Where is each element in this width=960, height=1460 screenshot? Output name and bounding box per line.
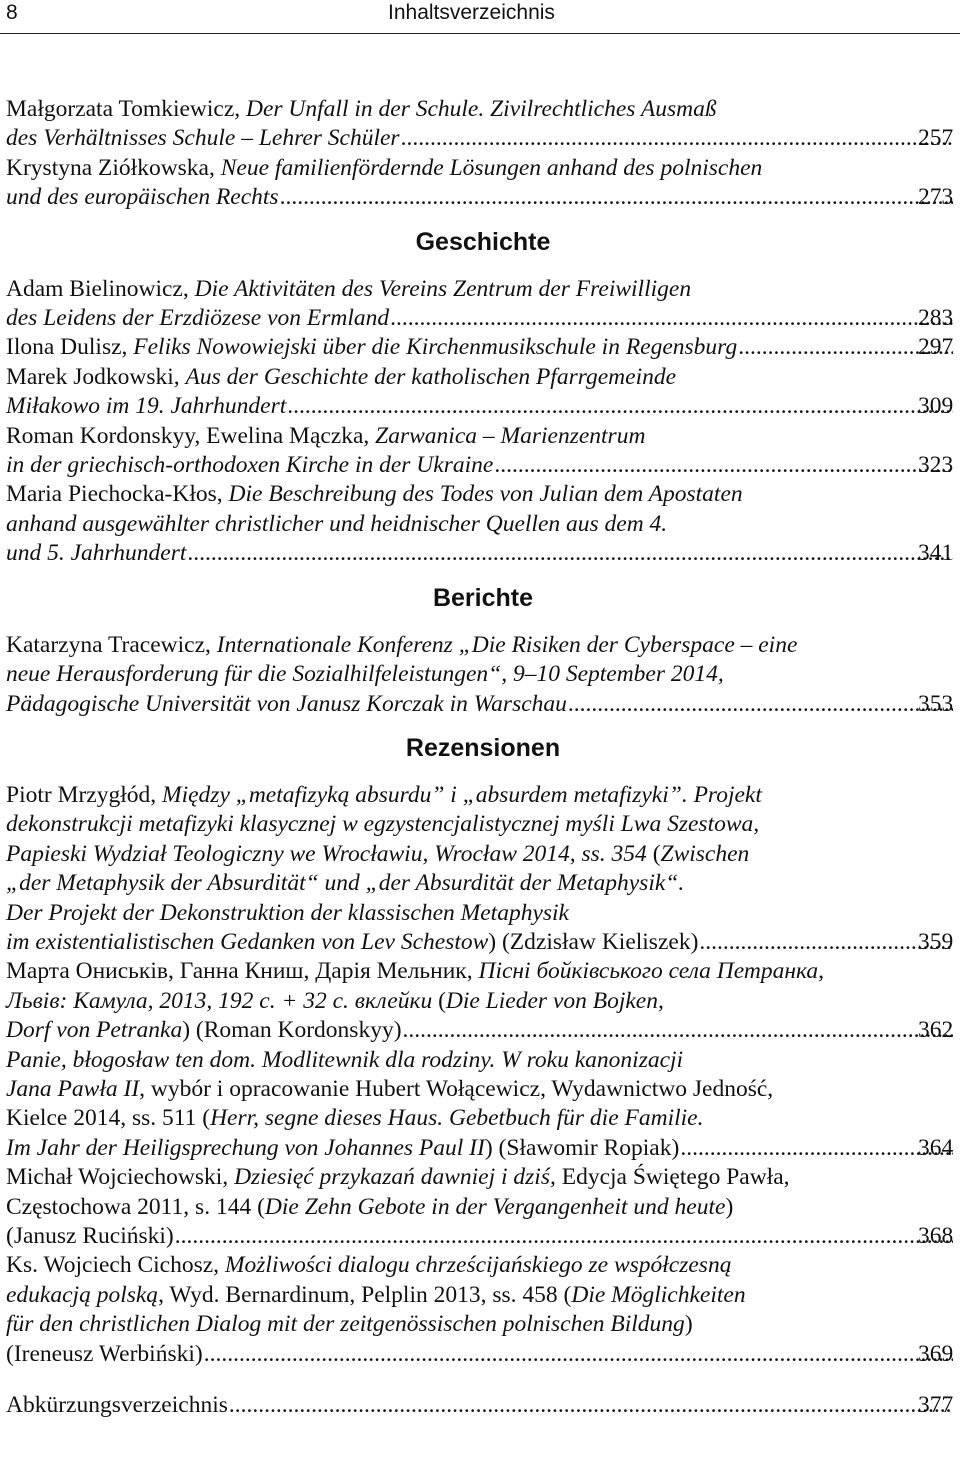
dot-leader (401, 124, 953, 153)
running-title: Inhaltsverzeichnis (388, 1, 555, 24)
dot-leader (187, 539, 953, 568)
header-rule (0, 33, 960, 34)
toc-entry[interactable]: Ilona Dulisz, Feliks Nowowiejski über die Kirchenmusikschule in Regensburg ..... 297 (0, 333, 960, 362)
dot-leader (403, 1016, 953, 1045)
page-number: 8 (6, 1, 18, 24)
dot-leader (494, 451, 953, 480)
toc (0, 95, 960, 1420)
toc-entry[interactable]: Panie, błogosław ten dom. Modlitewnik dla rodziny. W roku kanonizacji Jana Pawła II, wybór i opracowanie Hubert Wołącewicz, Wydawnictwo Jedność, Kielce 2014, ss. 511 (Herr, segne dieses Haus. Gebetbuch für die Familie. Im Jahr der Heiligsprechung von Johannes Paul II) (Sławomir Ropiak) ..... 364 (0, 1046, 960, 1164)
toc-entry[interactable]: Krystyna Ziółkowska, Neue familienfördernde Lösungen anhand des polnischen und des europäischen Rechts ..... 273 (0, 154, 960, 213)
dot-leader (229, 1391, 953, 1420)
dot-leader (390, 304, 953, 333)
dot-leader (280, 183, 953, 212)
section-heading-berichte: Berichte (432, 583, 534, 612)
toc-entry[interactable]: Katarzyna Tracewicz, Internationale Konferenz „Die Risiken der Cyberspace – eine neue Herausforderung für die Sozialhilfeleistungen“, 9–10 September 2014, Pädagogische Universität von Janusz Korczak in Warschau ..... 353 (0, 631, 960, 719)
section-heading-rezensionen: Rezensionen (405, 733, 561, 762)
toc-entry[interactable]: Małgorzata Tomkiewicz, Der Unfall in der Schule. Zivilrechtliches Ausmaß des Verhältnisses Schule – Lehrer Schüler ..... 257 (0, 95, 960, 154)
toc-entry[interactable]: Abkürzungsverzeichnis ..... 377 (0, 1391, 960, 1420)
running-header (0, 0, 960, 30)
toc-entry[interactable]: Марта Ониськів, Ганна Книш, Дарія Мельник, Пісні бойківського села Петранка, Львів: Камула, 2013, 192 с. + 32 с. вклейки (Die Lieder von Bojken, Dorf von Petranka) (Roman Kordonskyy) ..... 362 (0, 957, 960, 1045)
dot-leader (204, 1340, 953, 1369)
dot-leader (175, 1222, 953, 1251)
toc-entry[interactable]: Maria Piechocka-Kłos, Die Beschreibung des Todes von Julian dem Apostaten anhand ausgewählter christlicher und heidnischer Quellen aus dem 4. und 5. Jahrhundert ..... 341 (0, 480, 960, 568)
dot-leader (287, 392, 953, 421)
toc-entry[interactable]: Adam Bielinowicz, Die Aktivitäten des Vereins Zentrum der Freiwilligen des Leidens der Erzdiözese von Ermland ..... 283 (0, 275, 960, 334)
toc-entry[interactable]: Marek Jodkowski, Aus der Geschichte der katholischen Pfarrgemeinde Miłakowo im 19. Jahrhundert ..... 309 (0, 363, 960, 422)
dot-leader (699, 928, 953, 957)
dot-leader (680, 1134, 953, 1163)
toc-entry[interactable]: Piotr Mrzygłód, Między „metafizyką absurdu” i „absurdem metafizyki”. Projekt dekonstrukcji metafizyki klasycznej w egzystencjalistycznej myśli Lwa Szestowa, Papieski Wydział Teologiczny we Wrocławiu, Wrocław 2014, ss. 354 (Zwischen „der Metaphysik der Absurdität“ und „der Absurdität der Metaphysik“. Der Projekt der Dekonstruktion der klassischen Metaphysik im existentialistischen Gedanken von Lev Schestow) (Zdzisław Kieliszek) ..... 359 (0, 781, 960, 957)
toc-entry[interactable]: Ks. Wojciech Cichosz, Możliwości dialogu chrześcijańskiego ze współczesną edukacją polską, Wyd. Bernardinum, Pelplin 2013, ss. 458 (Die Möglichkeiten für den christlichen Dialog mit der zeitgenössischen polnischen Bildung) (Ireneusz Werbiński) ..... 369 (0, 1251, 960, 1369)
toc-entry[interactable]: Roman Kordonskyy, Ewelina Mączka, Zarwanica – Marienzentrum in der griechisch-orthodoxen Kirche in der Ukraine ..... 323 (0, 422, 960, 481)
toc-entry[interactable]: Michał Wojciechowski, Dziesięć przykazań dawniej i dziś, Edycja Świętego Pawła, Częstochowa 2011, s. 144 (Die Zehn Gebote in der Vergangenheit und heute) (Janusz Ruciński) ..... 368 (0, 1163, 960, 1251)
section-heading-geschichte: Geschichte (415, 227, 551, 256)
dot-leader (568, 690, 953, 719)
